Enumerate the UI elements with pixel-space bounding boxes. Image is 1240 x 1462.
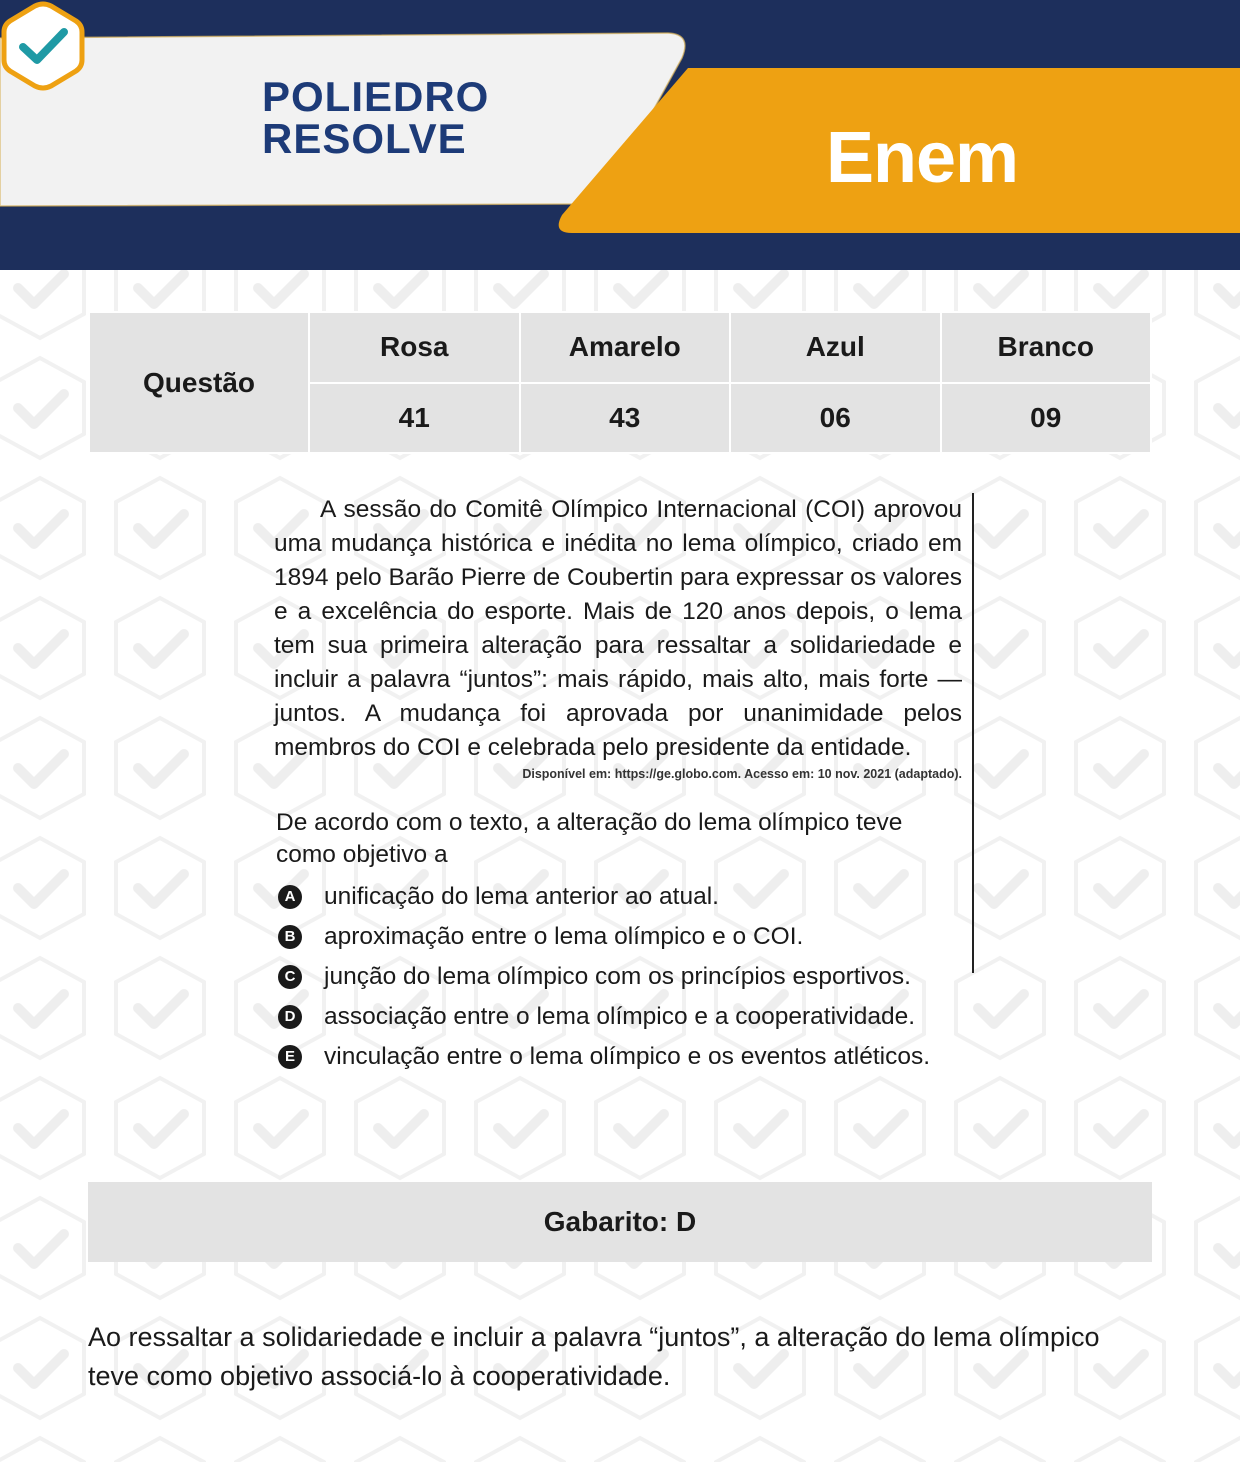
- color-header-branco: Branco: [941, 312, 1152, 383]
- alternative-letter-badge: B: [278, 925, 302, 949]
- alternative-text: associação entre o lema olímpico e a cooperatividade.: [324, 1003, 916, 1030]
- column-divider: [972, 493, 974, 973]
- header-shapes: [0, 0, 1240, 270]
- color-header-azul: Azul: [730, 312, 941, 383]
- check-logo-icon: [0, 0, 86, 92]
- alternative-text: unificação do lema anterior ao atual.: [324, 883, 719, 910]
- question-stem: De acordo com o texto, a alteração do lema olímpico teve como objetivo a: [276, 809, 903, 868]
- alternative-text: aproximação entre o lema olímpico e o COI.: [324, 923, 804, 950]
- question-number-table: [88, 311, 1152, 454]
- question-label: Questão: [89, 312, 309, 453]
- passage-source: Disponível em: https://ge.globo.com. Acesso em: 10 nov. 2021 (adaptado).: [522, 767, 962, 781]
- alternative-a: [274, 877, 974, 917]
- alternative-b: [274, 917, 974, 957]
- alternative-letter-badge: D: [278, 1005, 302, 1029]
- color-header-rosa: Rosa: [309, 312, 520, 383]
- alternative-text: vinculação entre o lema olímpico e os eventos atléticos.: [324, 1043, 931, 1070]
- alternative-d: [274, 997, 974, 1037]
- question-block: [274, 493, 974, 1077]
- alternative-letter-badge: C: [278, 965, 302, 989]
- brand-line-1: POLIEDRO: [262, 73, 490, 120]
- question-passage: A sessão do Comitê Olímpico Internacional (COI) aprovou uma mudança histórica e inédita no lema olímpico, criado em 1894 pelo Barão Pierre de Coubertin para expressar os valores e a excelência do esporte. Mais de 120 anos depois, o lema tem sua primeira alteração para ressaltar a solidariedade e incluir a palavra “juntos”: mais rápido, mais alto, mais forte — juntos. A mudança foi aprovada por unanimidade pelos membros do COI e celebrada pelo presidente da entidade.: [274, 496, 962, 761]
- alternative-letter-badge: A: [278, 885, 302, 909]
- alternative-text: junção do lema olímpico com os princípios esportivos.: [324, 963, 911, 990]
- question-number-azul: 06: [730, 383, 941, 454]
- alternative-e: [274, 1037, 974, 1077]
- answer-key-box: [88, 1182, 1152, 1262]
- question-number-branco: 09: [941, 383, 1152, 454]
- answer-key-text: Gabarito: D: [543, 1206, 697, 1237]
- exam-title: Enem: [826, 118, 1019, 198]
- answer-explanation: Ao ressaltar a solidariedade e incluir a palavra “juntos”, a alteração do lema olímpico teve como objetivo associá-lo à cooperatividade.: [88, 1322, 1100, 1391]
- alternative-letter-badge: E: [278, 1045, 302, 1069]
- brand-logo-text: [262, 73, 490, 162]
- header-banner: [0, 0, 1240, 270]
- alternative-c: [274, 957, 974, 997]
- color-header-amarelo: Amarelo: [520, 312, 731, 383]
- question-number-amarelo: 43: [520, 383, 731, 454]
- brand-line-2: RESOLVE: [262, 115, 467, 162]
- question-number-rosa: 41: [309, 383, 520, 454]
